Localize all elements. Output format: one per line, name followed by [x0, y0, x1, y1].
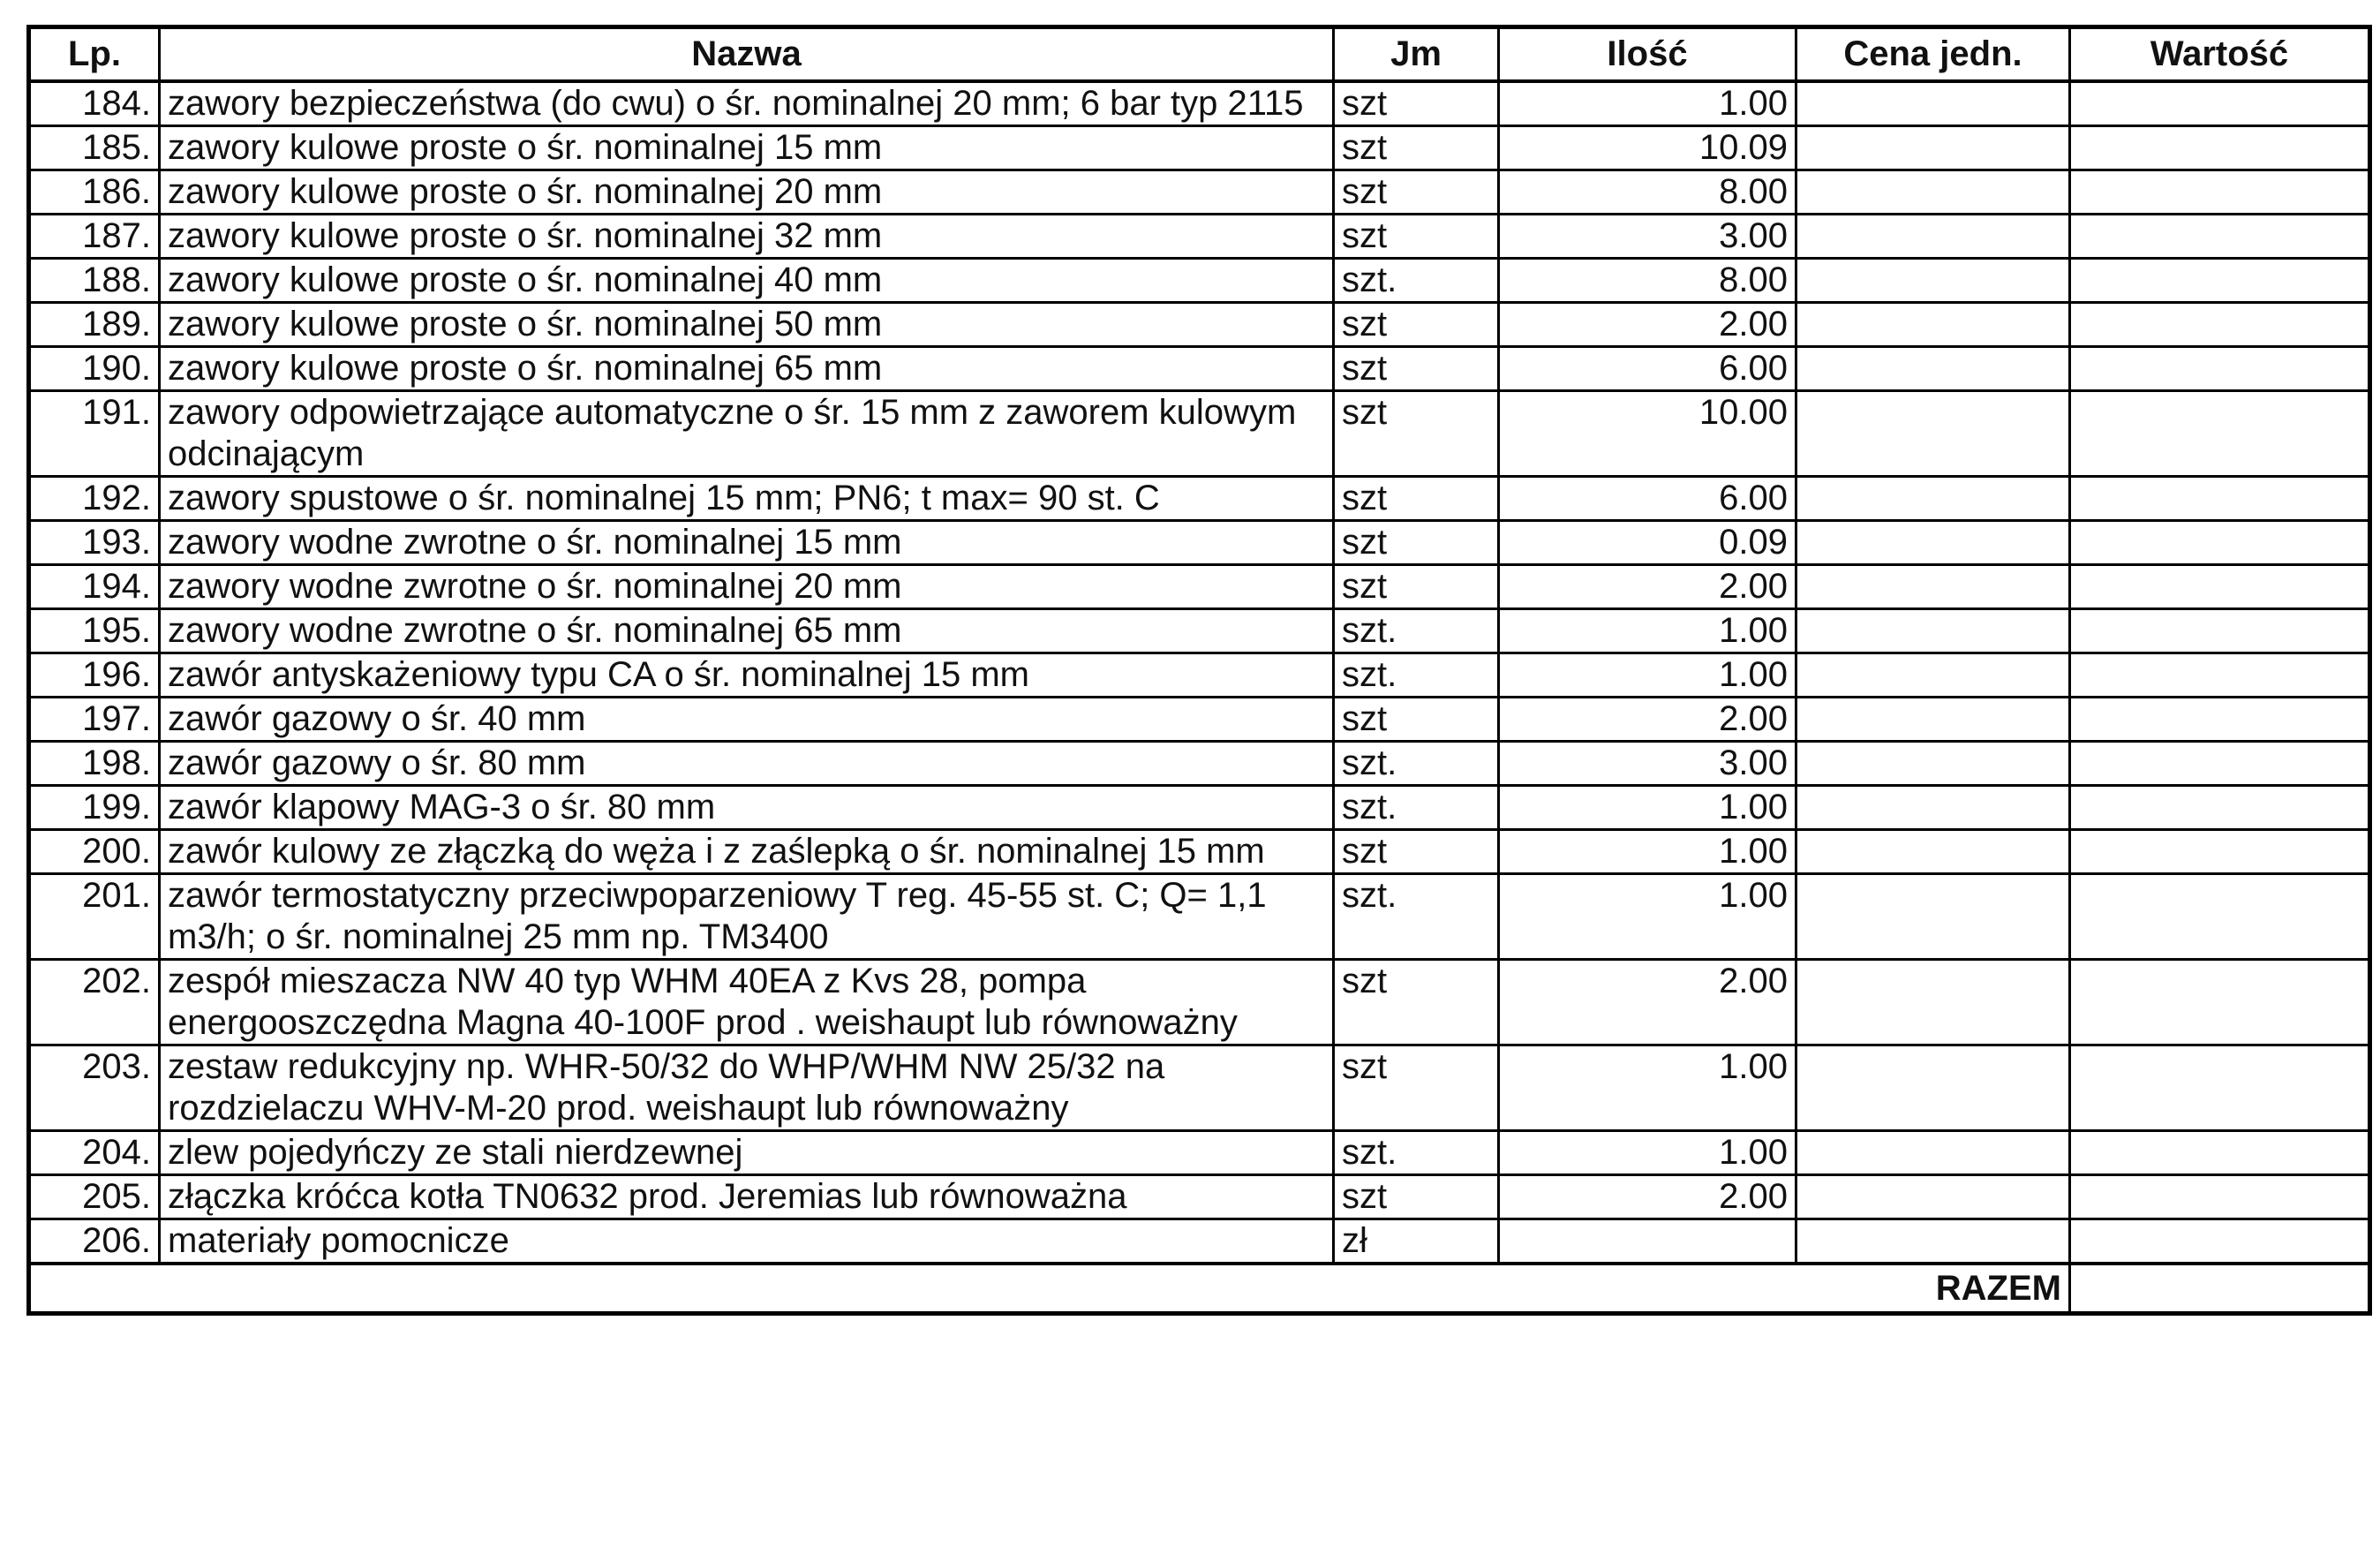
row-jm: szt. — [1334, 259, 1499, 303]
row-unit-price — [1796, 391, 2070, 477]
row-value — [2070, 477, 2370, 521]
table-row — [29, 698, 2370, 742]
table-row — [29, 347, 2370, 391]
table-row — [29, 126, 2370, 170]
row-lp: 184. — [29, 81, 160, 126]
row-value — [2070, 521, 2370, 565]
row-lp: 193. — [29, 521, 160, 565]
row-jm: szt — [1334, 170, 1499, 215]
table-row — [29, 653, 2370, 698]
table-row — [29, 81, 2370, 126]
row-qty: 1.00 — [1499, 830, 1796, 874]
row-name: zawór termostatyczny przeciwpoparzeniowy T reg. 45-55 st. C; Q= 1,1 m3/h; o śr. nominalnej 25 mm np. TM3400 — [160, 874, 1334, 960]
row-unit-price — [1796, 303, 2070, 347]
row-qty: 2.00 — [1499, 1175, 1796, 1219]
row-lp: 186. — [29, 170, 160, 215]
row-name: zawory wodne zwrotne o śr. nominalnej 15 mm — [160, 521, 1334, 565]
row-qty: 1.00 — [1499, 653, 1796, 698]
row-lp: 195. — [29, 609, 160, 653]
table-row — [29, 391, 2370, 477]
row-name: zawór antyskażeniowy typu CA o śr. nominalnej 15 mm — [160, 653, 1334, 698]
row-name: zawory wodne zwrotne o śr. nominalnej 20 mm — [160, 565, 1334, 609]
row-unit-price — [1796, 1131, 2070, 1175]
row-jm: szt — [1334, 698, 1499, 742]
row-qty: 1.00 — [1499, 1045, 1796, 1131]
row-name: zlew pojedyńczy ze stali nierdzewnej — [160, 1131, 1334, 1175]
table-row — [29, 1131, 2370, 1175]
row-jm: szt. — [1334, 609, 1499, 653]
row-qty — [1499, 1219, 1796, 1264]
row-value — [2070, 81, 2370, 126]
row-unit-price — [1796, 347, 2070, 391]
row-value — [2070, 391, 2370, 477]
row-jm: szt. — [1334, 786, 1499, 830]
row-name: zestaw redukcyjny np. WHR-50/32 do WHP/WHM NW 25/32 na rozdzielaczu WHV-M-20 prod. weishaupt lub równoważny — [160, 1045, 1334, 1131]
row-jm: szt. — [1334, 874, 1499, 960]
row-qty: 1.00 — [1499, 81, 1796, 126]
row-name: zawory wodne zwrotne o śr. nominalnej 65 mm — [160, 609, 1334, 653]
row-lp: 201. — [29, 874, 160, 960]
row-unit-price — [1796, 698, 2070, 742]
header-unit-price: Cena jedn. — [1796, 27, 2070, 82]
total-label: RAZEM — [29, 1264, 2070, 1314]
row-lp: 185. — [29, 126, 160, 170]
cost-estimate-table — [26, 25, 2372, 1316]
row-value — [2070, 1219, 2370, 1264]
row-unit-price — [1796, 1175, 2070, 1219]
row-unit-price — [1796, 126, 2070, 170]
row-qty: 0.09 — [1499, 521, 1796, 565]
row-name: zawory kulowe proste o śr. nominalnej 32 mm — [160, 215, 1334, 259]
row-unit-price — [1796, 960, 2070, 1045]
row-unit-price — [1796, 653, 2070, 698]
row-jm: szt — [1334, 960, 1499, 1045]
header-lp: Lp. — [29, 27, 160, 82]
row-value — [2070, 126, 2370, 170]
row-jm: szt. — [1334, 653, 1499, 698]
row-unit-price — [1796, 609, 2070, 653]
table-row — [29, 477, 2370, 521]
row-lp: 206. — [29, 1219, 160, 1264]
row-lp: 202. — [29, 960, 160, 1045]
row-name: zawory kulowe proste o śr. nominalnej 40 mm — [160, 259, 1334, 303]
header-value: Wartość — [2070, 27, 2370, 82]
row-jm: szt — [1334, 391, 1499, 477]
table-row — [29, 960, 2370, 1045]
table-row — [29, 565, 2370, 609]
row-qty: 8.00 — [1499, 259, 1796, 303]
row-name: zawory odpowietrzające automatyczne o śr. 15 mm z zaworem kulowym odcinającym — [160, 391, 1334, 477]
row-jm: szt — [1334, 126, 1499, 170]
row-lp: 189. — [29, 303, 160, 347]
table-row — [29, 609, 2370, 653]
row-lp: 197. — [29, 698, 160, 742]
row-value — [2070, 170, 2370, 215]
row-jm: zł — [1334, 1219, 1499, 1264]
header-jm: Jm — [1334, 27, 1499, 82]
row-name: zespół mieszacza NW 40 typ WHM 40EA z Kvs 28, pompa energooszczędna Magna 40-100F prod . weishaupt lub równoważny — [160, 960, 1334, 1045]
header-name: Nazwa — [160, 27, 1334, 82]
row-name: zawór gazowy o śr. 80 mm — [160, 742, 1334, 786]
row-qty: 1.00 — [1499, 874, 1796, 960]
row-unit-price — [1796, 830, 2070, 874]
row-name: zawory kulowe proste o śr. nominalnej 50 mm — [160, 303, 1334, 347]
total-value-cell — [2070, 1264, 2370, 1314]
table-row — [29, 1175, 2370, 1219]
row-lp: 194. — [29, 565, 160, 609]
header-qty: Ilość — [1499, 27, 1796, 82]
row-name: zawory kulowe proste o śr. nominalnej 15 mm — [160, 126, 1334, 170]
row-value — [2070, 609, 2370, 653]
row-value — [2070, 742, 2370, 786]
table-row — [29, 1219, 2370, 1264]
row-qty: 1.00 — [1499, 1131, 1796, 1175]
row-value — [2070, 653, 2370, 698]
row-lp: 196. — [29, 653, 160, 698]
row-value — [2070, 259, 2370, 303]
row-lp: 198. — [29, 742, 160, 786]
row-qty: 1.00 — [1499, 609, 1796, 653]
row-value — [2070, 215, 2370, 259]
row-value — [2070, 565, 2370, 609]
row-jm: szt — [1334, 477, 1499, 521]
row-qty: 3.00 — [1499, 215, 1796, 259]
row-value — [2070, 1045, 2370, 1131]
row-name: zawór gazowy o śr. 40 mm — [160, 698, 1334, 742]
row-qty: 1.00 — [1499, 786, 1796, 830]
row-unit-price — [1796, 742, 2070, 786]
row-jm: szt — [1334, 1045, 1499, 1131]
row-qty: 2.00 — [1499, 565, 1796, 609]
row-lp: 188. — [29, 259, 160, 303]
row-qty: 2.00 — [1499, 960, 1796, 1045]
row-unit-price — [1796, 170, 2070, 215]
row-value — [2070, 960, 2370, 1045]
row-qty: 6.00 — [1499, 347, 1796, 391]
row-name: zawory kulowe proste o śr. nominalnej 65 mm — [160, 347, 1334, 391]
row-lp: 192. — [29, 477, 160, 521]
row-name: złączka króćca kotła TN0632 prod. Jeremias lub równoważna — [160, 1175, 1334, 1219]
row-jm: szt — [1334, 1175, 1499, 1219]
table-row — [29, 521, 2370, 565]
row-unit-price — [1796, 81, 2070, 126]
table-row — [29, 1045, 2370, 1131]
table-row — [29, 874, 2370, 960]
row-value — [2070, 874, 2370, 960]
row-jm: szt. — [1334, 1131, 1499, 1175]
row-value — [2070, 698, 2370, 742]
table-row — [29, 303, 2370, 347]
row-unit-price — [1796, 1045, 2070, 1131]
row-unit-price — [1796, 215, 2070, 259]
row-value — [2070, 1131, 2370, 1175]
row-lp: 204. — [29, 1131, 160, 1175]
row-jm: szt — [1334, 521, 1499, 565]
row-value — [2070, 347, 2370, 391]
table-header-row — [29, 27, 2370, 82]
row-value — [2070, 786, 2370, 830]
row-qty: 6.00 — [1499, 477, 1796, 521]
row-jm: szt — [1334, 565, 1499, 609]
table-row — [29, 830, 2370, 874]
row-lp: 190. — [29, 347, 160, 391]
row-lp: 199. — [29, 786, 160, 830]
row-jm: szt — [1334, 215, 1499, 259]
row-lp: 203. — [29, 1045, 160, 1131]
row-unit-price — [1796, 259, 2070, 303]
total-row — [29, 1264, 2370, 1314]
row-qty: 10.00 — [1499, 391, 1796, 477]
row-unit-price — [1796, 477, 2070, 521]
row-jm: szt — [1334, 830, 1499, 874]
table-row — [29, 215, 2370, 259]
row-value — [2070, 303, 2370, 347]
row-lp: 191. — [29, 391, 160, 477]
row-qty: 8.00 — [1499, 170, 1796, 215]
row-qty: 3.00 — [1499, 742, 1796, 786]
row-jm: szt — [1334, 347, 1499, 391]
row-unit-price — [1796, 565, 2070, 609]
row-unit-price — [1796, 1219, 2070, 1264]
table-row — [29, 170, 2370, 215]
row-qty: 2.00 — [1499, 698, 1796, 742]
table-row — [29, 786, 2370, 830]
table-row — [29, 259, 2370, 303]
row-lp: 200. — [29, 830, 160, 874]
row-unit-price — [1796, 521, 2070, 565]
row-name: zawory kulowe proste o śr. nominalnej 20 mm — [160, 170, 1334, 215]
row-unit-price — [1796, 874, 2070, 960]
row-jm: szt. — [1334, 742, 1499, 786]
row-name: zawory bezpieczeństwa (do cwu) o śr. nominalnej 20 mm; 6 bar typ 2115 — [160, 81, 1334, 126]
row-lp: 205. — [29, 1175, 160, 1219]
row-jm: szt — [1334, 81, 1499, 126]
table-row — [29, 742, 2370, 786]
row-name: materiały pomocnicze — [160, 1219, 1334, 1264]
row-lp: 187. — [29, 215, 160, 259]
row-value — [2070, 830, 2370, 874]
row-qty: 10.09 — [1499, 126, 1796, 170]
row-name: zawór kulowy ze złączką do węża i z zaślepką o śr. nominalnej 15 mm — [160, 830, 1334, 874]
row-name: zawory spustowe o śr. nominalnej 15 mm; PN6; t max= 90 st. C — [160, 477, 1334, 521]
row-name: zawór klapowy MAG-3 o śr. 80 mm — [160, 786, 1334, 830]
table-body — [29, 81, 2370, 1264]
row-jm: szt — [1334, 303, 1499, 347]
row-qty: 2.00 — [1499, 303, 1796, 347]
row-value — [2070, 1175, 2370, 1219]
row-unit-price — [1796, 786, 2070, 830]
